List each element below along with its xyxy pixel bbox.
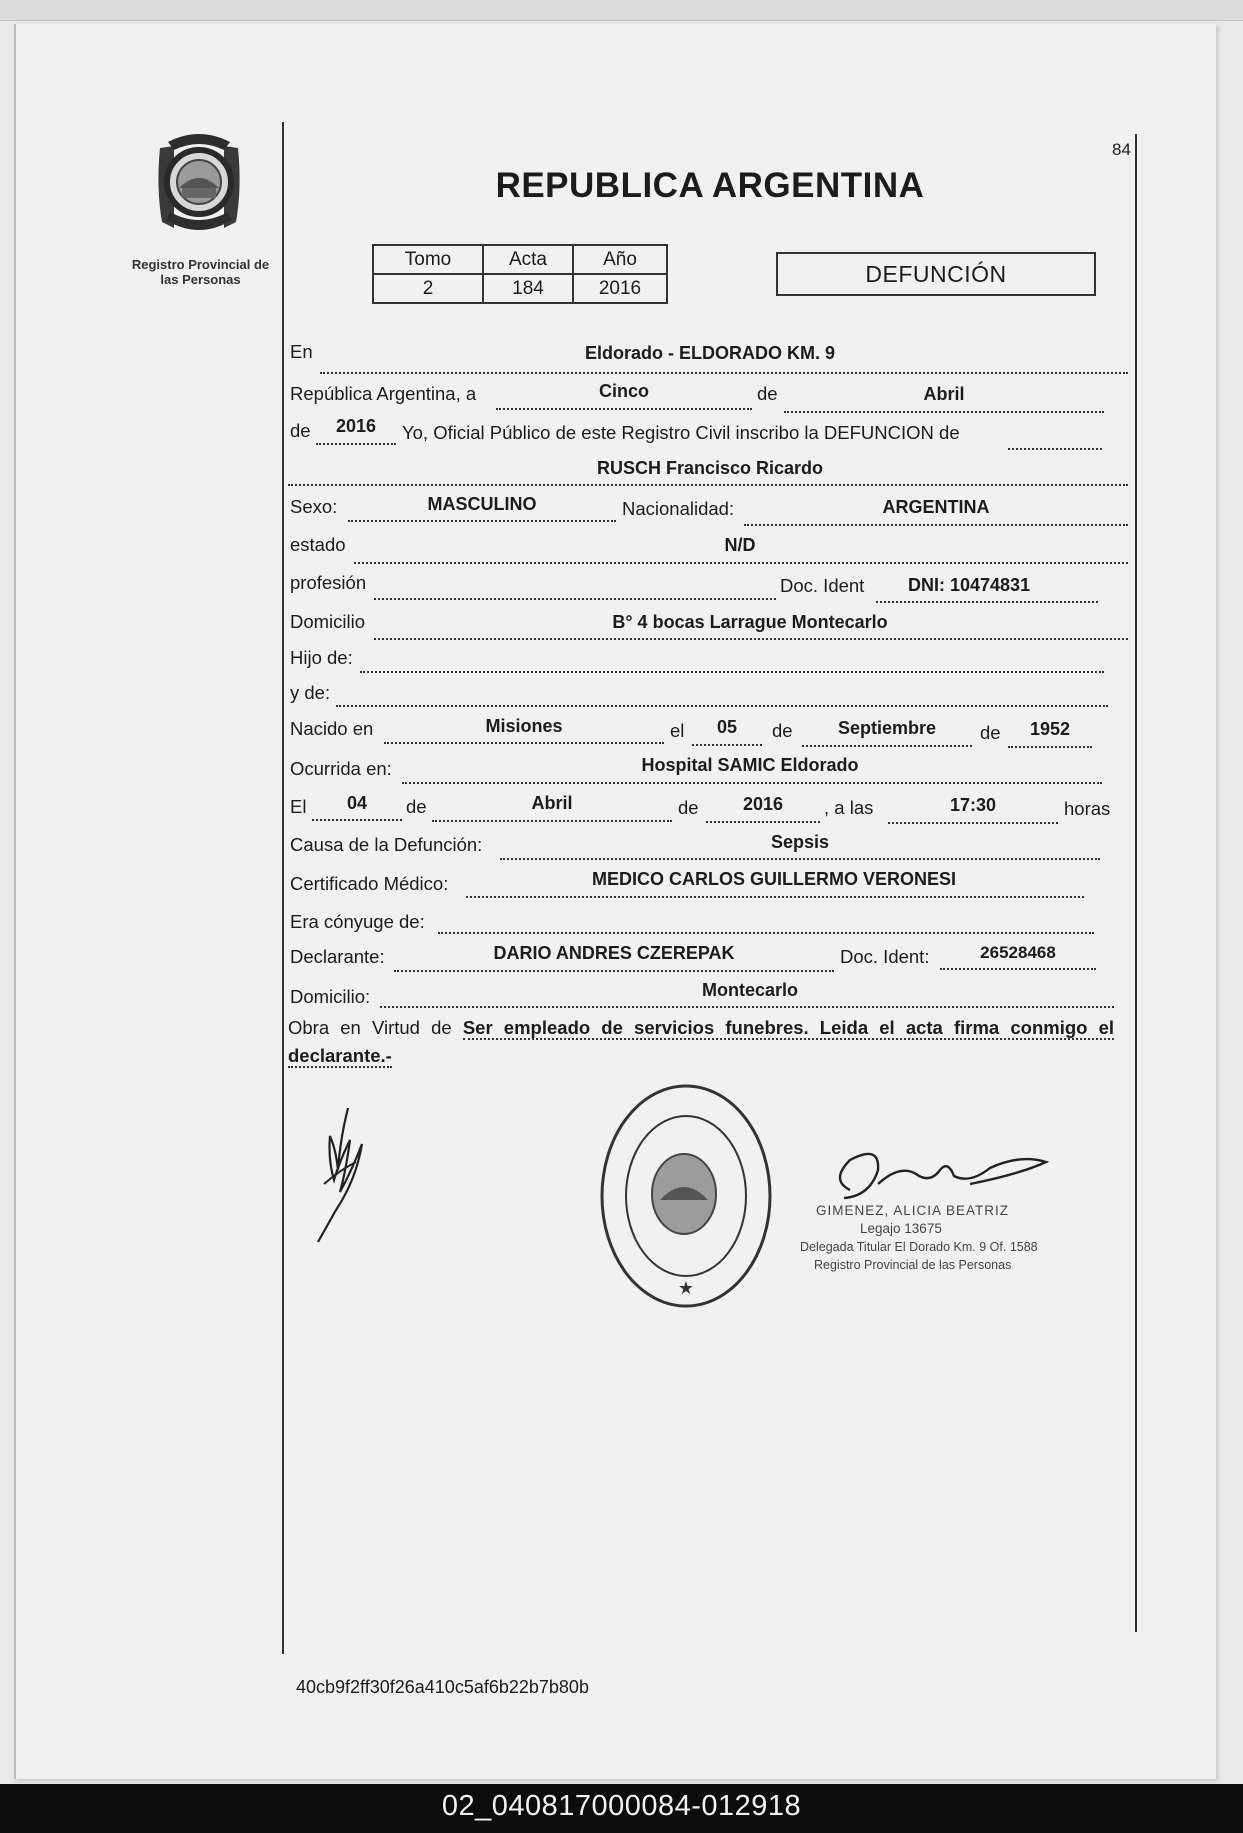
provincial-seal-icon (152, 128, 246, 240)
sexo-label: Sexo: (290, 496, 338, 517)
header-anio: Año (573, 245, 667, 274)
declarante-value: DARIO ANDRES CZEREPAK (493, 943, 735, 963)
nacido-lugar-line (384, 742, 664, 744)
left-margin-rule (282, 122, 284, 1654)
de-label-3: de (772, 720, 793, 741)
registry-table (372, 244, 668, 304)
def-anio-line (706, 821, 820, 823)
nombre-value: RUSCH Francisco Ricardo (596, 458, 824, 478)
ocurrida-value: Hospital SAMIC Eldorado (641, 755, 859, 775)
domicilio2-line (380, 1006, 1114, 1008)
de-label-1: de (757, 383, 778, 404)
document-hash: 40cb9f2ff30f26a410c5af6b22b7b80b (296, 1677, 589, 1697)
def-mes-value: Abril (531, 793, 573, 813)
en-line (320, 372, 1128, 374)
official-role: Delegada Titular El Dorado Km. 9 Of. 1588 (800, 1240, 1038, 1254)
dia-line (496, 408, 752, 410)
nacionalidad-value: ARGENTINA (882, 497, 990, 517)
causa-line (500, 858, 1100, 860)
declarante-label: Declarante: (290, 946, 385, 967)
doc-ident2-value: 26528468 (980, 943, 1056, 962)
domicilio-label: Domicilio (290, 611, 366, 632)
yde-line (336, 705, 1108, 707)
official-signature-icon (820, 1140, 1050, 1210)
header-acta: Acta (483, 245, 573, 274)
declarant-signature-icon (310, 1100, 380, 1250)
republica-label: República Argentina, a (290, 383, 477, 404)
obra-paragraph (288, 1014, 1114, 1070)
declarante-line (394, 970, 834, 972)
doc-ident-line (876, 601, 1098, 603)
de-label-6: de (678, 797, 699, 818)
value-tomo: 2 (373, 274, 483, 303)
domicilio-value: B° 4 bocas Larrague Montecarlo (612, 612, 888, 632)
mes-line (784, 411, 1104, 413)
de-label-5: de (406, 796, 427, 817)
el-label: el (670, 720, 685, 741)
el2-label: El (290, 796, 307, 817)
official-legajo: Legajo 13675 (860, 1221, 942, 1236)
nacido-lugar-value: Misiones (485, 716, 563, 736)
registry-table-header-row (373, 245, 667, 274)
nac-mes-line (802, 745, 972, 747)
stamp-star-icon: ★ (677, 1278, 695, 1299)
domicilio-line (374, 638, 1128, 640)
certificado-label: Certificado Médico: (290, 873, 449, 894)
doc-ident-label: Doc. Ident (780, 575, 865, 596)
en-label: En (290, 341, 313, 362)
def-mes-line (432, 820, 672, 822)
de-label-4: de (980, 722, 1001, 743)
ocurrida-line (402, 782, 1102, 784)
anio-value: 2016 (335, 416, 377, 436)
nac-dia-line (692, 744, 762, 746)
anio-line (316, 443, 396, 445)
page-title: REPUBLICA ARGENTINA (495, 166, 925, 205)
nacionalidad-line (744, 524, 1128, 526)
official-name: GIMENEZ, ALICIA BEATRIZ (816, 1203, 1010, 1218)
oficial-text: Yo, Oficial Público de este Registro Civil inscribo la DEFUNCION de (402, 422, 960, 443)
estado-value: N/D (724, 535, 756, 555)
oficial-line (1008, 448, 1102, 450)
header-tomo: Tomo (373, 245, 483, 274)
value-acta: 184 (483, 274, 573, 303)
official-stamp (800, 1202, 1038, 1274)
nac-mes-value: Septiembre (837, 718, 937, 738)
scan-footer-bar (0, 1784, 1243, 1833)
dia-value: Cinco (598, 381, 649, 401)
nac-dia-value: 05 (716, 717, 738, 737)
nac-anio-value: 1952 (1029, 719, 1071, 739)
doc-ident2-line (940, 968, 1096, 970)
causa-value: Sepsis (770, 832, 830, 852)
profesion-line (374, 598, 776, 600)
sexo-line (348, 520, 616, 522)
issuer-label (128, 257, 273, 287)
nacionalidad-label: Nacionalidad: (622, 498, 735, 519)
record-type-box: DEFUNCIÓN (776, 252, 1096, 296)
en-value: Eldorado - ELDORADO KM. 9 (584, 343, 835, 363)
mes-value: Abril (923, 384, 965, 404)
horas-label: horas (1064, 798, 1111, 819)
domicilio2-value: Montecarlo (701, 980, 798, 1000)
domicilio2-label: Domicilio: (290, 986, 371, 1007)
def-anio-value: 2016 (742, 794, 784, 814)
alas-label: , a las (824, 797, 874, 818)
nombre-line (288, 484, 1128, 486)
certificado-value: MEDICO CARLOS GUILLERMO VERONESI (591, 869, 957, 889)
def-dia-value: 04 (346, 793, 368, 813)
footer-code: 02_040817000084-012918 (441, 1790, 802, 1822)
registry-round-stamp (598, 1082, 774, 1310)
round-stamp-outer-text-holder (610, 1000, 611, 1001)
def-hora-value: 17:30 (949, 795, 997, 815)
official-registry: Registro Provincial de las Personas (814, 1258, 1012, 1272)
issuer-label-line2: las Personas (160, 272, 241, 287)
ocurrida-label: Ocurrida en: (290, 758, 392, 779)
estado-label: estado (290, 534, 346, 555)
sexo-value: MASCULINO (427, 494, 537, 514)
issuer-label-line1: Registro Provincial de (131, 257, 270, 272)
certificado-line (466, 896, 1084, 898)
value-anio: 2016 (573, 274, 667, 303)
obra-label: Obra en Virtud de (288, 1017, 452, 1038)
obra-value: Ser empleado de servicios funebres. Leida el acta firma conmigo el declarante.- (288, 1017, 1115, 1066)
doc-ident-value: DNI: 10474831 (908, 575, 1031, 595)
profesion-label: profesión (290, 572, 367, 593)
registry-table-value-row (373, 274, 667, 303)
def-dia-line (312, 819, 402, 821)
doc-ident2-label: Doc. Ident: (840, 946, 930, 967)
hijo-line (360, 671, 1104, 673)
conyuge-line (438, 932, 1094, 934)
def-hora-line (888, 822, 1058, 824)
causa-label: Causa de la Defunción: (290, 834, 483, 855)
nacido-label: Nacido en (290, 718, 374, 739)
background-sheet (0, 0, 1243, 21)
right-margin-rule (1135, 134, 1137, 1632)
hijo-label: Hijo de: (290, 647, 353, 668)
de-label-2: de (290, 420, 311, 441)
page-number: 84 (1112, 140, 1131, 159)
yde-label: y de: (290, 682, 331, 703)
conyuge-label: Era cónyuge de: (290, 911, 425, 932)
nac-anio-line (1008, 746, 1092, 748)
estado-line (354, 562, 1128, 564)
